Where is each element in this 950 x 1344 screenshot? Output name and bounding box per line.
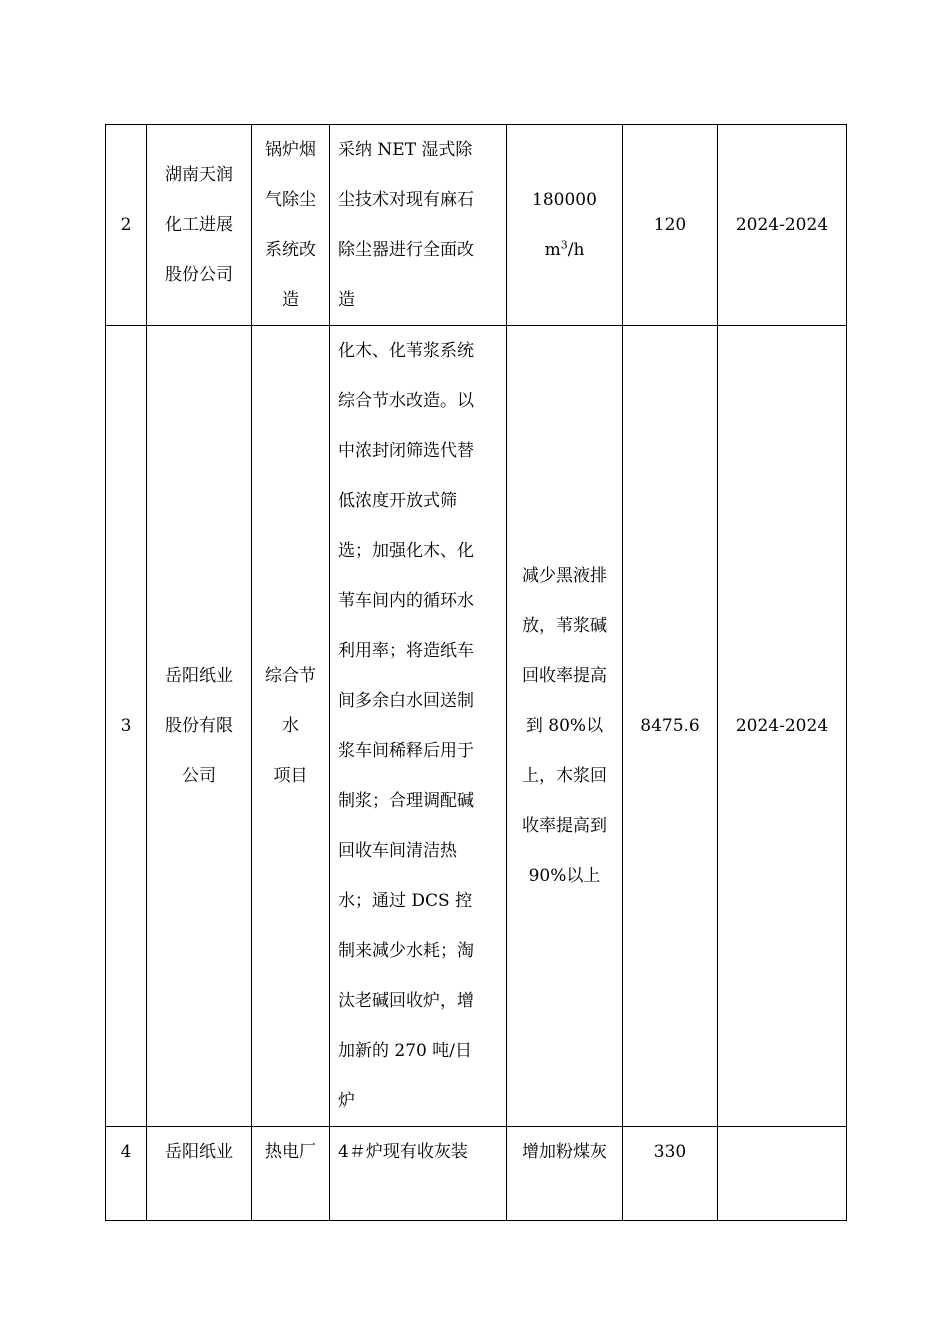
scale-cell: 增加粉煤灰 [507,1127,623,1221]
period-cell: 2024-2024 [718,326,847,1127]
scale-cell: 减少黑液排 放，苇浆碱 回收率提高 到 80%以 上，木浆回 收率提高到 90%以上 [507,326,623,1127]
table-row [106,1127,847,1221]
investment-cell: 330 [623,1127,718,1221]
project-name-cell: 综合节 水 项目 [252,326,330,1127]
project-content-cell: 采纳 NET 湿式除 尘技术对现有麻石 除尘器进行全面改 造 [330,125,507,326]
period-cell: 2024-2024 [718,125,847,326]
company-cell: 岳阳纸业 股份有限 公司 [147,326,252,1127]
project-table [105,124,847,1221]
row-number: 4 [106,1127,147,1221]
table-row [106,326,847,1127]
row-number: 3 [106,326,147,1127]
project-content-cell: 化木、化苇浆系统 综合节水改造。以 中浓封闭筛选代替 低浓度开放式筛 选；加强化木、化 苇车间内的循环水 利用率；将造纸车 间多余白水回送制 浆车间稀释后用于 制浆；合理调配碱 回收车间清洁热 水；通过 DCS 控 制来减少水耗；淘 汰老碱回收炉，增 加新的 270 吨/日 炉 [330,326,507,1127]
investment-cell: 8475.6 [623,326,718,1127]
period-cell [718,1127,847,1221]
project-name-cell: 热电厂 [252,1127,330,1221]
table-row [106,125,847,326]
company-cell: 湖南天润 化工进展 股份公司 [147,125,252,326]
row-number: 2 [106,125,147,326]
investment-cell: 120 [623,125,718,326]
project-name-cell: 锅炉烟 气除尘 系统改 造 [252,125,330,326]
scale-cell: 180000 $m^3/h$ [507,125,623,326]
project-content-cell: 4＃炉现有收灰装 [330,1127,507,1221]
company-cell: 岳阳纸业 [147,1127,252,1221]
